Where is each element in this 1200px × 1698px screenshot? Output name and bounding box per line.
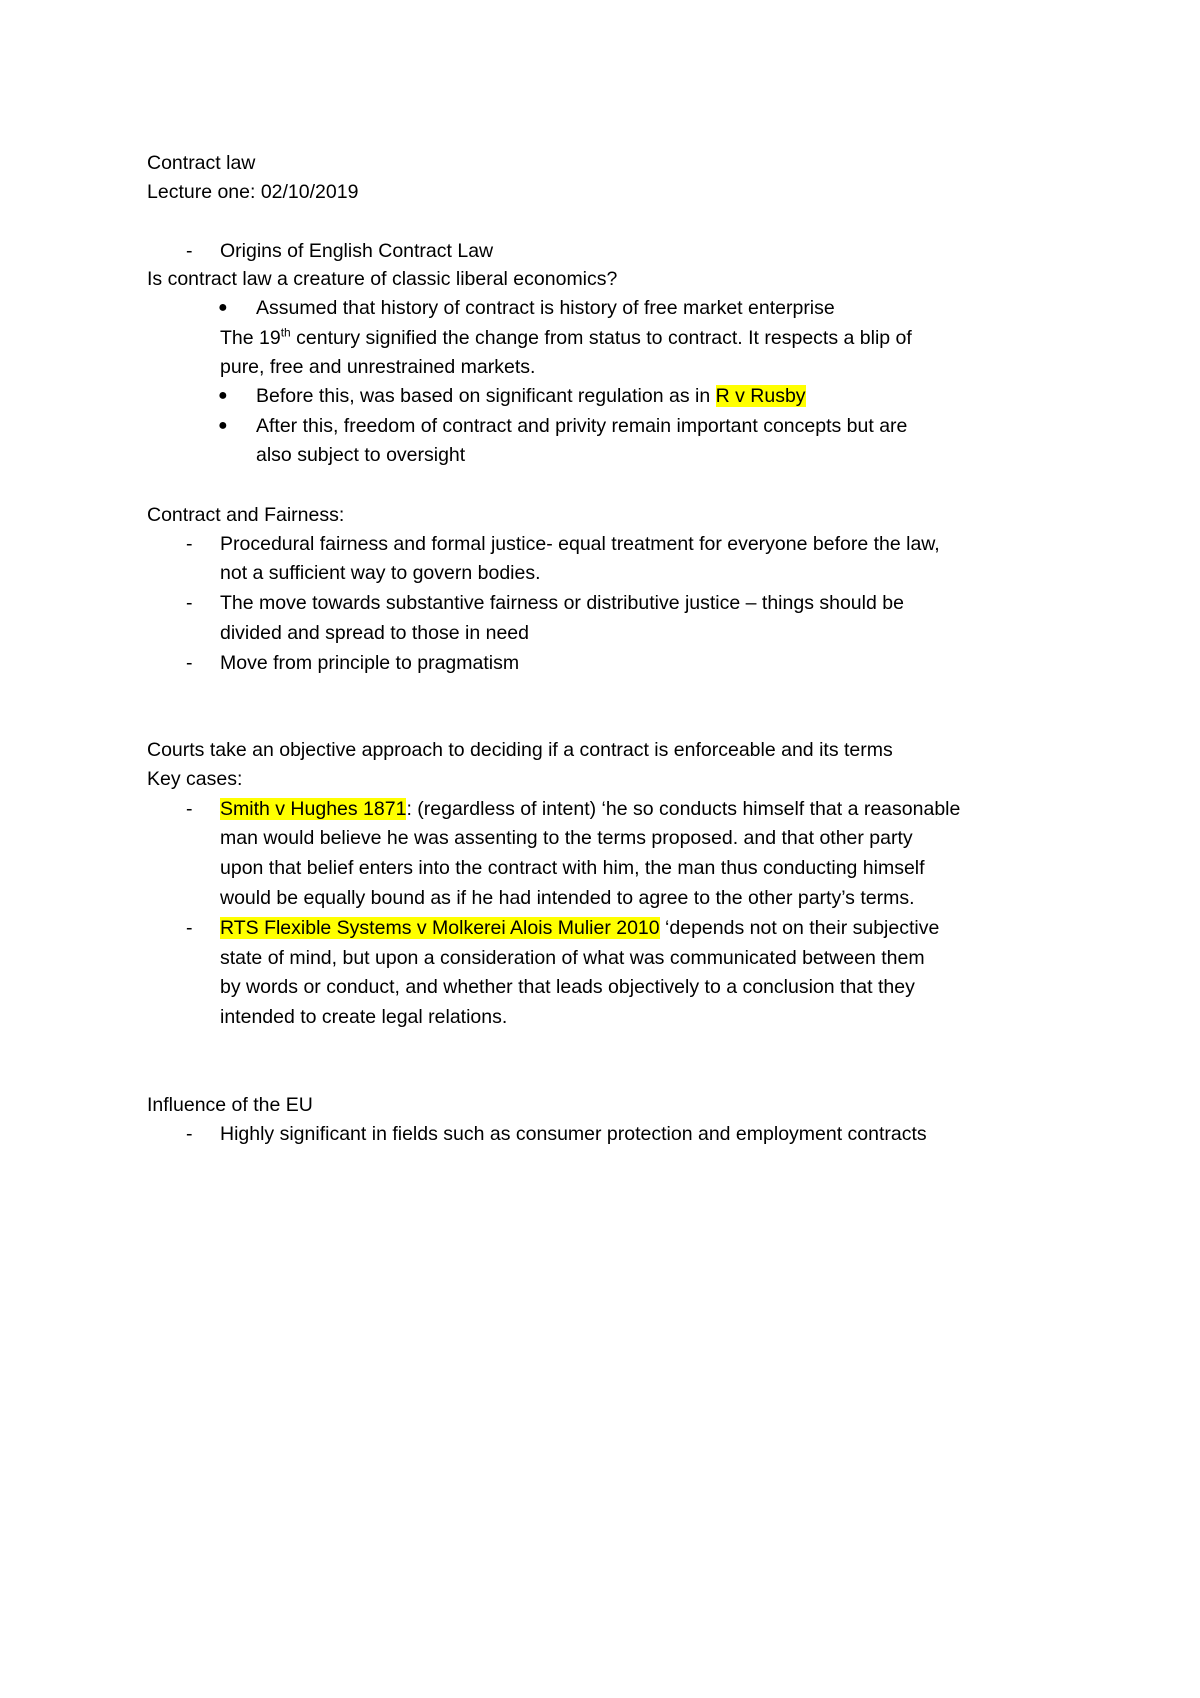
case-1-line-4: would be equally bound as if he had intended to agree to the other party’s terms. [220, 887, 915, 909]
fairness-item-2-line-2: divided and spread to those in need [220, 622, 529, 644]
case-2-line-2: state of mind, but upon a consideration of what was communicated between them [220, 947, 925, 969]
document-title: Contract law [147, 152, 256, 174]
fairness-item-2-line-1: The move towards substantive fairness or distributive justice – things should be [220, 592, 904, 614]
eu-heading: Influence of the EU [147, 1094, 313, 1116]
para-superscript: th [280, 325, 291, 340]
para-pre: The 19 [220, 327, 281, 349]
fairness-item-3: Move from principle to pragmatism [220, 652, 520, 674]
case-highlight-r-v-rusby: R v Rusby [715, 385, 806, 407]
case-1-line-1 [220, 794, 960, 824]
courts-intro: Courts take an objective approach to deciding if a contract is enforceable and its terms [147, 739, 893, 761]
case-1-line-3: upon that belief enters into the contract with him, the man thus conducting himself [220, 857, 925, 879]
dash-marker: - [186, 592, 193, 614]
origins-bullet-3-line-1: After this, freedom of contract and privity remain important concepts but are [256, 415, 908, 437]
case-2-line-1 [220, 913, 939, 943]
case-2-line-4: intended to create legal relations. [220, 1006, 508, 1028]
origins-heading: Origins of English Contract Law [220, 240, 494, 262]
case-1-text: : (regardless of intent) ‘he so conducts himself that a reasonable [406, 798, 961, 820]
origins-bullet-2 [256, 381, 806, 411]
bullet-2-text: Before this, was based on significant regulation as in [256, 385, 716, 407]
key-cases-heading: Key cases: [147, 768, 243, 790]
para-post: century signified the change from status to contract. It respects a blip of [290, 327, 912, 349]
eu-item-1: Highly significant in fields such as consumer protection and employment contracts [220, 1123, 927, 1145]
origins-question: Is contract law a creature of classic liberal economics? [147, 268, 618, 290]
dash-marker: - [186, 533, 193, 555]
case-1-line-2: man would believe he was assenting to the terms proposed. and that other party [220, 827, 913, 849]
origins-paragraph-line-1 [220, 323, 912, 353]
origins-paragraph-line-2: pure, free and unrestrained markets. [220, 356, 536, 378]
case-2-text: ‘depends not on their subjective [659, 917, 940, 939]
origins-bullet-3-line-2: also subject to oversight [256, 444, 466, 466]
dash-marker: - [186, 1123, 193, 1145]
dash-marker: - [186, 917, 193, 939]
case-highlight-rts-flexible-systems: RTS Flexible Systems v Molkerei Alois Mulier 2010 [220, 917, 660, 939]
dash-marker: - [186, 240, 193, 262]
origins-bullet-1: Assumed that history of contract is history of free market enterprise [256, 297, 835, 319]
fairness-item-1-line-1: Procedural fairness and formal justice- equal treatment for everyone before the law, [220, 533, 940, 555]
dash-marker: - [186, 798, 193, 820]
case-2-line-3: by words or conduct, and whether that leads objectively to a conclusion that they [220, 976, 915, 998]
bullet-marker: ● [218, 387, 228, 404]
fairness-heading: Contract and Fairness: [147, 504, 345, 526]
lecture-date: Lecture one: 02/10/2019 [147, 181, 359, 203]
bullet-marker: ● [218, 299, 228, 316]
dash-marker: - [186, 652, 193, 674]
fairness-item-1-line-2: not a sufficient way to govern bodies. [220, 562, 541, 584]
bullet-marker: ● [218, 417, 228, 434]
case-highlight-smith-v-hughes: Smith v Hughes 1871 [220, 798, 407, 820]
